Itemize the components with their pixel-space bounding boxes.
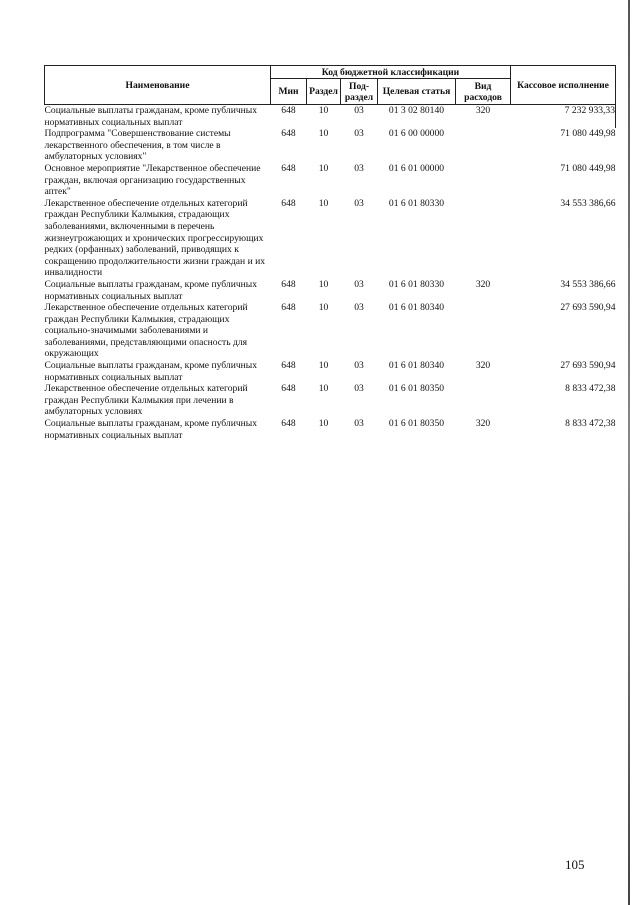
header-cash-execution: Кассовое исполнение [511, 66, 616, 105]
row-amount: 27 693 590,94 [560, 302, 616, 314]
row-subsection: 03 [354, 360, 364, 372]
row-amount: 7 232 933,33 [511, 105, 616, 129]
row-subsection: 03 [341, 105, 378, 129]
row-expense-type [456, 383, 511, 418]
row-ministry: 648 [281, 360, 296, 372]
row-target-article: 01 6 01 00000 [388, 162, 445, 174]
row-section: 10 [318, 383, 329, 395]
row-section: 10 [318, 128, 329, 140]
row-amount: 34 553 386,66 [560, 197, 616, 209]
budget-table [44, 65, 616, 441]
row-name: Лекарственное обеспечение отдельных категорий граждан Республики Калмыкия при лечении в амбулаторных условиях [44, 383, 248, 418]
row-subsection: 03 [354, 162, 364, 174]
row-target-article: 01 6 01 80350 [388, 418, 445, 430]
header-ministry: Мин [271, 79, 307, 105]
row-ministry: 648 [281, 197, 296, 209]
table-header [45, 66, 616, 105]
row-expense-type [456, 163, 511, 198]
row-ministry: 648 [271, 105, 307, 129]
row-name: Социальные выплаты гражданам, кроме публичных нормативных социальных выплат [45, 105, 271, 129]
row-amount: 8 833 472,38 [565, 418, 616, 430]
row-ministry: 648 [281, 383, 296, 395]
table-row [45, 279, 616, 302]
row-ministry: 648 [281, 418, 296, 430]
row-section: 10 [318, 162, 329, 174]
row-amount: 71 080 449,98 [560, 128, 616, 140]
row-expense-type: 320 [456, 105, 511, 129]
table-row [45, 383, 616, 418]
row-name: Социальные выплаты гражданам, кроме публичных нормативных социальных выплат [44, 418, 258, 441]
table-body [45, 105, 616, 442]
header-subsection: Под-раздел [341, 79, 378, 105]
row-target-article: 01 6 01 80350 [388, 383, 445, 395]
row-expense-type: 320 [475, 418, 491, 430]
row-expense-type: 320 [475, 278, 491, 290]
row-section: 10 [318, 278, 329, 290]
row-amount: 8 833 472,38 [565, 383, 616, 395]
row-name: Социальные выплаты гражданам, кроме публичных нормативных социальных выплат [44, 278, 258, 302]
row-subsection: 03 [354, 128, 364, 140]
table-row [45, 418, 616, 441]
header-budget-classification: Код бюджетной классификации [271, 66, 511, 79]
row-section: 10 [318, 360, 329, 372]
row-name: Основное мероприятие "Лекарственное обеспечение граждан, включая организацию государственных аптек" [44, 162, 261, 198]
row-section: 10 [318, 302, 329, 314]
table-row [45, 360, 616, 383]
row-ministry: 648 [281, 278, 296, 290]
table-row [45, 105, 616, 129]
row-expense-type [456, 198, 511, 279]
row-target-article: 01 3 02 80140 [378, 105, 456, 129]
row-target-article: 01 6 01 80340 [388, 360, 445, 372]
row-expense-type: 320 [475, 360, 491, 372]
header-target-article: Целевая статья [378, 79, 456, 105]
row-ministry: 648 [281, 162, 296, 174]
row-ministry: 648 [281, 128, 296, 140]
header-name: Наименование [45, 66, 271, 105]
row-expense-type [456, 128, 511, 163]
row-amount: 27 693 590,94 [560, 360, 616, 372]
page-number: 105 [565, 857, 585, 872]
row-subsection: 03 [354, 383, 364, 395]
row-subsection: 03 [354, 197, 364, 209]
row-subsection: 03 [354, 302, 364, 314]
row-amount: 34 553 386,66 [560, 278, 616, 290]
header-section: Раздел [307, 79, 341, 105]
table-row [45, 128, 616, 163]
row-name: Лекарственное обеспечение отдельных категорий граждан Республики Калмыкия, страдающих заболеваниями, включенными в перечень жизнеугрожающих и хронических прогрессирующих редких (орфанных) заболеваний, приводящих к сокращению продолжительности жизни граждан и их инвалидности [44, 197, 266, 279]
row-name: Лекарственное обеспечение отдельных категорий граждан Республики Калмыкия, страдающих социально-значимыми заболеваниями и заболеваниями, представляющими опасность для окружающих [44, 302, 248, 360]
table-row [45, 302, 616, 360]
row-amount: 71 080 449,98 [560, 162, 616, 174]
row-target-article: 01 6 01 80330 [388, 278, 445, 290]
row-section: 10 [318, 418, 329, 430]
row-expense-type [456, 302, 511, 360]
row-target-article: 01 6 01 80330 [388, 197, 445, 209]
row-target-article: 01 6 00 00000 [388, 128, 445, 140]
row-section: 10 [307, 105, 341, 129]
row-name: Социальные выплаты гражданам, кроме публичных нормативных социальных выплат [44, 360, 258, 383]
table-row [45, 198, 616, 279]
row-section: 10 [318, 197, 329, 209]
header-expense-type: Вид расходов [456, 79, 511, 105]
row-target-article: 01 6 01 80340 [388, 302, 445, 314]
row-subsection: 03 [354, 278, 364, 290]
scan-edge-line [628, 0, 630, 905]
table-row [45, 163, 616, 198]
row-ministry: 648 [281, 302, 296, 314]
row-name: Подпрограмма "Совершенствование системы лекарственного обеспечения, в том числе в амбулаторных условиях" [44, 128, 231, 163]
row-subsection: 03 [354, 418, 364, 430]
